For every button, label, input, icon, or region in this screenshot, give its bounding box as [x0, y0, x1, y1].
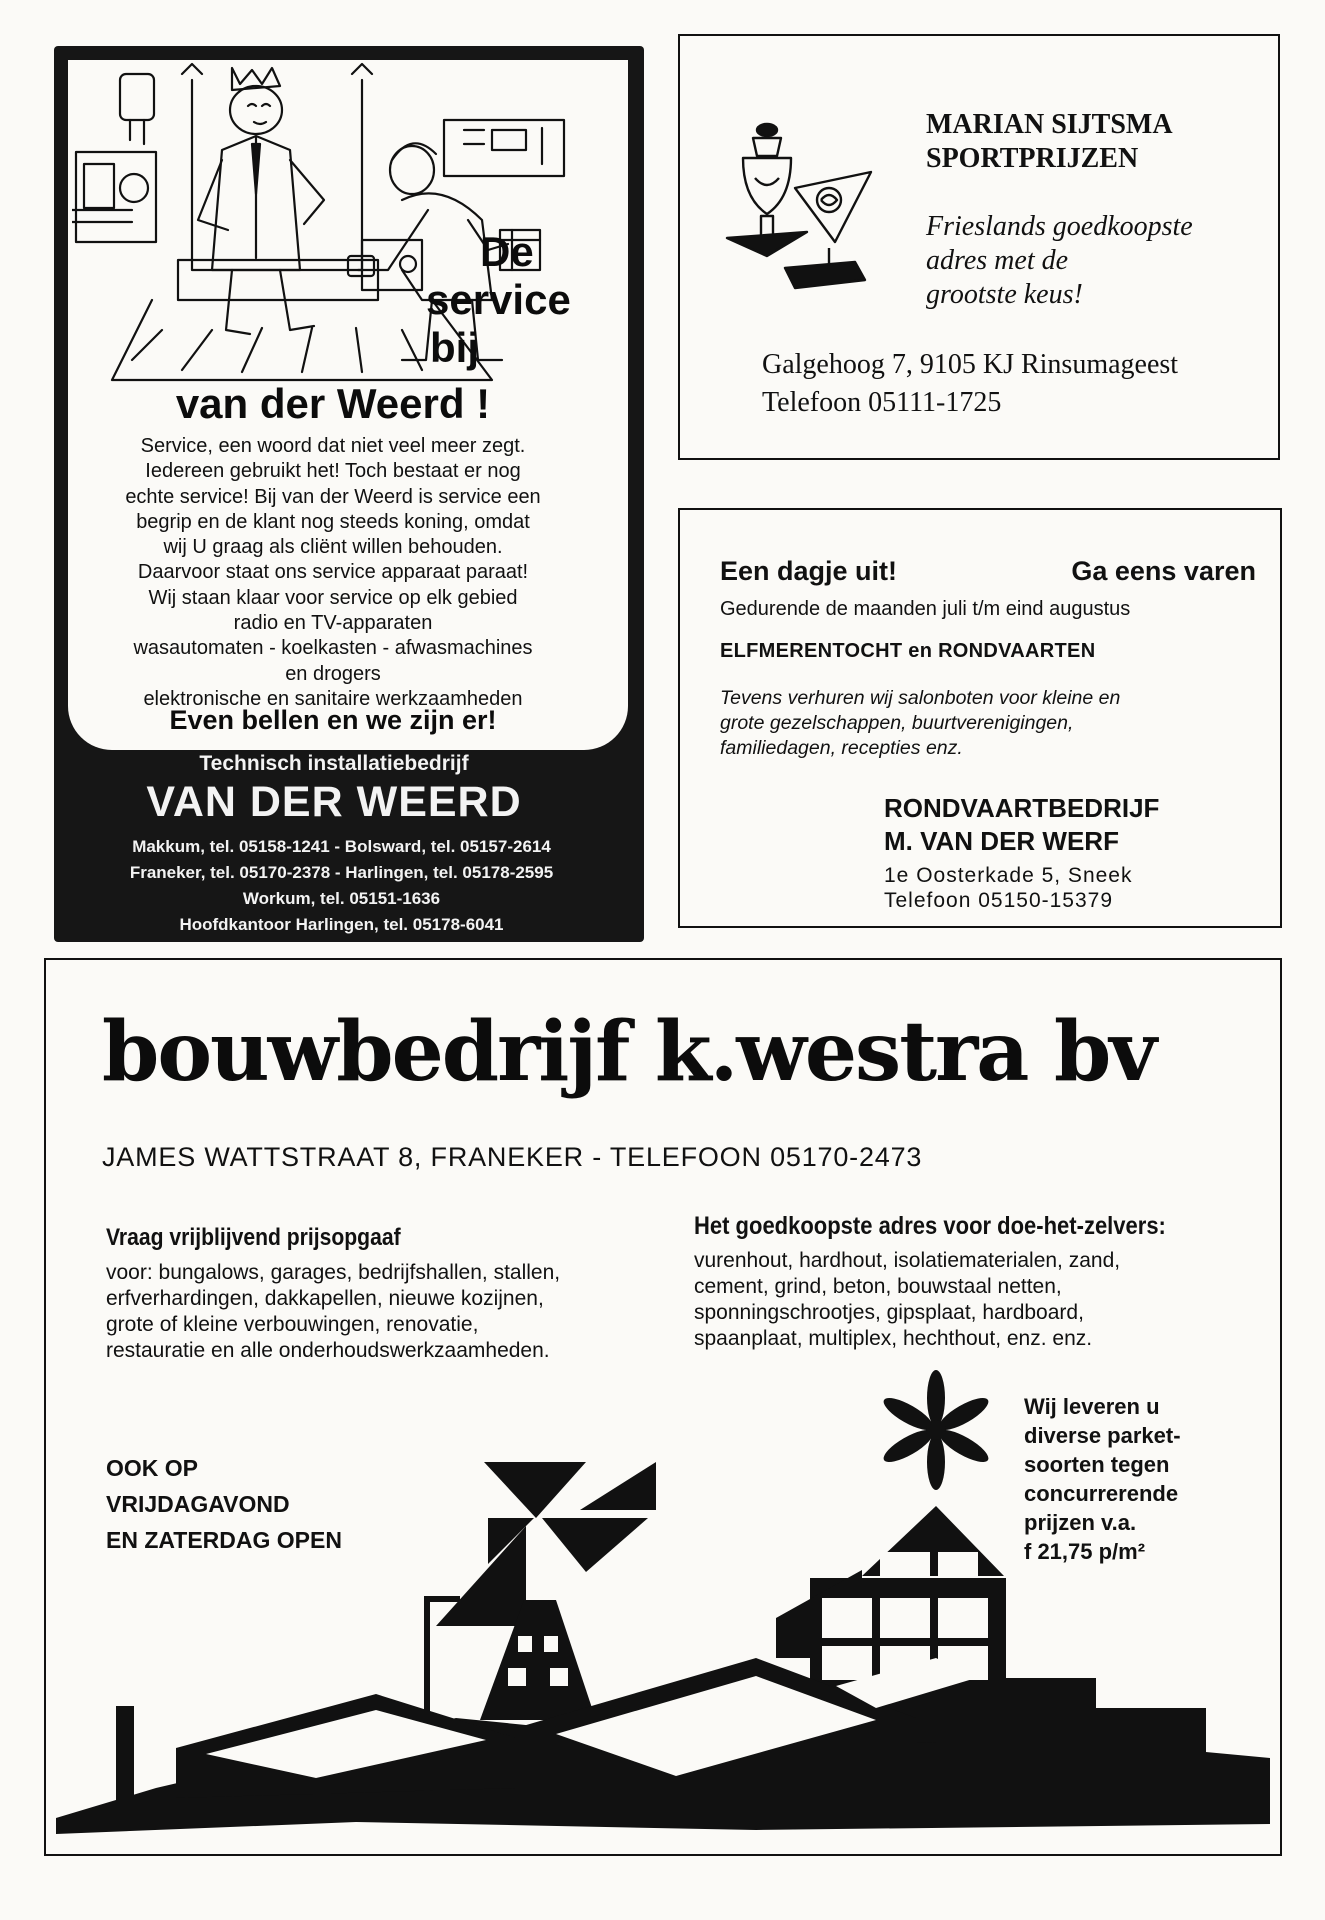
company-line: M. VAN DER WERF — [884, 826, 1119, 856]
body-line: echte service! Bij van der Weerd is service een — [125, 485, 541, 508]
ad-werf-contact — [884, 863, 1132, 913]
slogan-line: adres met de — [926, 245, 1069, 276]
rental-line: grote gezelschappen, buurtverenigingen, — [720, 712, 1074, 734]
ad-van-der-weerd-headline — [426, 228, 596, 372]
body-line: grote of kleine verbouwingen, renovatie, — [106, 1313, 479, 1336]
body-line: Wij staan klaar voor service op elk gebied — [148, 586, 518, 609]
ad-marian-sijtsma-contact — [762, 346, 1178, 422]
parquet-line: f 21,75 p/m² — [1024, 1539, 1146, 1564]
ad-werf-heading-right: Ga eens varen — [1071, 556, 1256, 586]
ad-van-der-weerd-call-to-action: Even bellen en we zijn er! — [169, 705, 497, 735]
ad-van-der-weerd-panel — [68, 60, 628, 750]
rental-line: familiedagen, recepties enz. — [720, 737, 963, 759]
windmill-factory-scene — [56, 1458, 1270, 1852]
opening-line: VRIJDAGAVOND — [106, 1491, 290, 1517]
body-line: Service, een woord dat niet veel meer zegt. — [140, 435, 526, 457]
ad-rondvaartbedrijf — [678, 508, 1282, 928]
ad-werf-rental — [720, 686, 1250, 761]
phone-line: Makkum, tel. 05158-1241 - Bolsward, tel. 05157-2614 — [132, 837, 551, 856]
body-line: radio en TV-apparaten — [233, 612, 433, 635]
body-line: elektronische en sanitaire werkzaamheden — [143, 687, 523, 710]
body-line: wasautomaten - koelkasten - afwasmachines — [133, 637, 533, 660]
parquet-line: concurrerende — [1024, 1481, 1179, 1506]
ad-westra-left-body — [106, 1260, 560, 1364]
slogan-line: grootste keus! — [926, 279, 1083, 310]
ad-marian-sijtsma-slogan — [926, 210, 1193, 312]
address-line: Galgehoog 7, 9105 KJ Rinsumageest — [762, 349, 1179, 380]
ad-van-der-weerd — [54, 46, 644, 942]
ad-bouwbedrijf-westra — [44, 958, 1282, 1856]
company-line: RONDVAARTBEDRIJF — [884, 793, 1160, 823]
phone-line: Workum, tel. 05151-1636 — [242, 889, 441, 908]
parquet-line: prijzen v.a. — [1024, 1510, 1137, 1535]
body-line: restauratie en alle onderhoudswerkzaamheden. — [106, 1339, 550, 1362]
body-line: cement, grind, beton, bouwstaal netten, — [694, 1275, 1062, 1298]
ad-westra-right-body — [694, 1248, 1120, 1352]
address-line: 1e Oosterkade 5, Sneek — [884, 864, 1133, 887]
body-line: erfverhardingen, dakkapellen, nieuwe kozijnen, — [106, 1287, 544, 1310]
phone-line: Telefoon 05111-1725 — [762, 387, 1002, 418]
ad-westra-logo: bouwbedrijf k.westra bv — [102, 1004, 1155, 1100]
ad-van-der-weerd-company: VAN DER WEERD — [146, 778, 522, 826]
name-line: SPORTPRIJZEN — [926, 143, 1139, 174]
body-line: vurenhout, hardhout, isolatiematerialen, zand, — [694, 1249, 1121, 1272]
phone-line: Telefoon 05150-15379 — [884, 889, 1114, 912]
opening-line: EN ZATERDAG OPEN — [106, 1527, 342, 1553]
body-line: wij U graag als cliënt willen behouden. — [163, 536, 503, 559]
ad-van-der-weerd-body — [68, 434, 598, 712]
ad-marian-sijtsma-name — [926, 108, 1173, 176]
trophy-icon — [725, 118, 875, 298]
ad-van-der-weerd-name: van der Weerd ! — [175, 380, 491, 427]
body-line: spaanplaat, multiplex, hechthout, enz. enz. — [694, 1327, 1093, 1350]
name-line: MARIAN SIJTSMA — [926, 109, 1173, 140]
body-line: voor: bungalows, garages, bedrijfshallen, stallen, — [106, 1261, 561, 1284]
ad-van-der-weerd-subtitle: Technisch installatiebedrijf — [199, 752, 469, 775]
phone-line: Hoofdkantoor Harlingen, tel. 05178-6041 — [179, 915, 504, 934]
ad-werf-heading-left: Een dagje uit! — [720, 556, 898, 586]
opening-line: OOK OP — [106, 1455, 199, 1481]
parquet-line: Wij leveren u — [1024, 1394, 1160, 1419]
rental-line: Tevens verhuren wij salonboten voor kleine en — [720, 687, 1121, 709]
parquet-line: diverse parket- — [1024, 1423, 1181, 1448]
body-line: begrip en de klant nog steeds koning, omdat — [136, 510, 530, 533]
slogan-line: Frieslands goedkoopste — [926, 211, 1193, 242]
phone-line: Franeker, tel. 05170-2378 - Harlingen, tel. 05178-2595 — [129, 863, 554, 882]
headline-line: De — [480, 228, 534, 275]
ad-westra-address: JAMES WATTSTRAAT 8, FRANEKER - TELEFOON 05170-2473 — [102, 1142, 923, 1172]
headline-line: bij — [430, 324, 479, 371]
body-line: Daarvoor staat ons service apparaat paraat! — [137, 561, 529, 584]
ad-marian-sijtsma — [678, 34, 1280, 460]
ad-westra-right-heading: Het goedkoopste adres voor doe-het-zelvers: — [694, 1212, 1166, 1240]
body-line: Iedereen gebruikt het! Toch bestaat er nog — [145, 460, 521, 483]
ad-werf-tours: ELFMERENTOCHT en RONDVAARTEN — [720, 640, 1096, 662]
body-line: sponningschrootjes, gipsplaat, hardboard, — [694, 1301, 1084, 1324]
ad-van-der-weerd-phones — [54, 834, 629, 938]
body-line: en drogers — [285, 662, 381, 685]
ad-werf-period: Gedurende de maanden juli t/m eind augustus — [720, 598, 1131, 620]
ad-werf-company — [884, 792, 1159, 858]
ad-westra-left-heading: Vraag vrijblijvend prijsopgaaf — [106, 1224, 401, 1251]
headline-line: service — [426, 276, 571, 323]
parquet-line: soorten tegen — [1024, 1452, 1170, 1477]
